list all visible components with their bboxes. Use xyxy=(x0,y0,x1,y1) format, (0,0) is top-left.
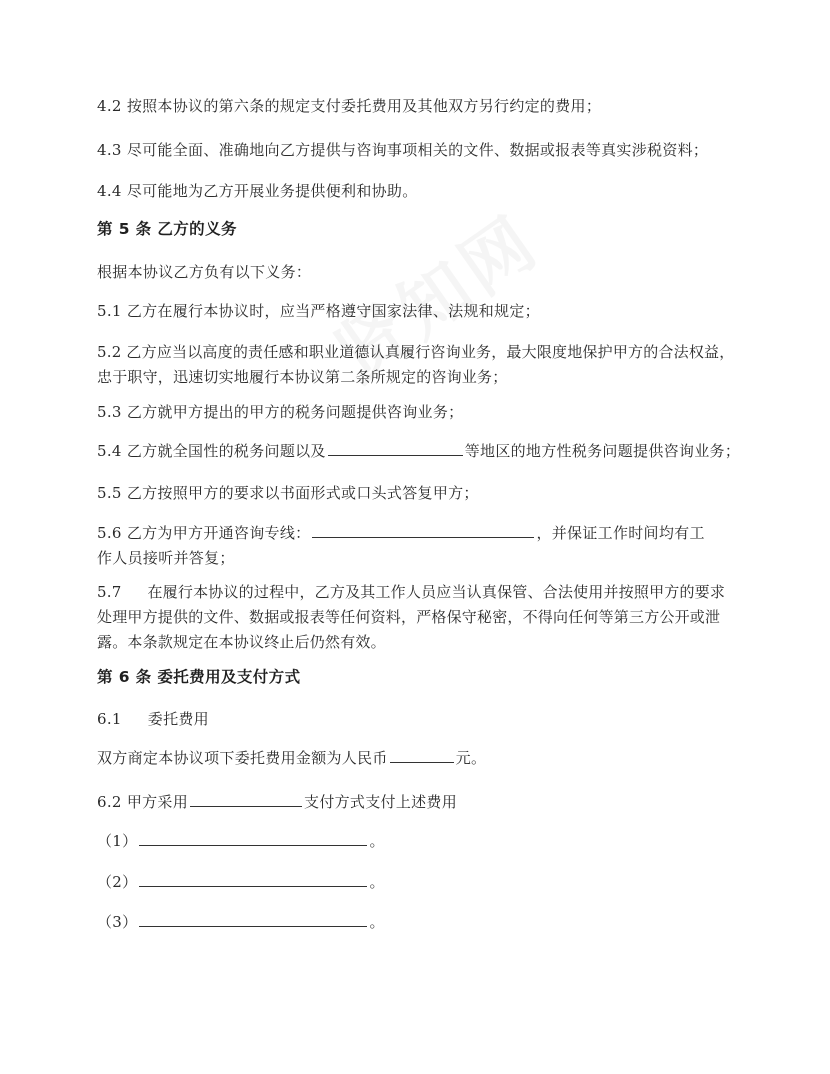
fee-amount-line xyxy=(97,746,747,771)
item-3-blank[interactable] xyxy=(139,910,367,927)
hotline-blank[interactable] xyxy=(312,521,534,538)
clause-5-6-text-b: ，并保证工作时间均有工 xyxy=(536,524,705,542)
clause-5-4 xyxy=(97,439,747,464)
clause-5-6-cont: 作人员接听并答复； xyxy=(97,549,235,567)
item-1-end: 。 xyxy=(369,832,385,850)
payment-item-3 xyxy=(97,910,747,935)
item-2-blank[interactable] xyxy=(139,870,367,887)
clause-5-2: 5.2 乙方应当以高度的责任感和职业道德认真履行咨询业务，最大限度地保护甲方的合法权益，忠于职守，迅速切实地履行本协议第二条所规定的咨询业务； xyxy=(97,343,735,386)
item-1-blank[interactable] xyxy=(139,829,367,846)
clause-6-2-text-b: 支付方式支付上述费用 xyxy=(304,793,458,811)
payment-item-2 xyxy=(97,870,747,895)
section-6-heading: 第 6 条 委托费用及支付方式 xyxy=(97,668,301,686)
section-5-heading: 第 5 条 乙方的义务 xyxy=(97,220,237,238)
clause-5-7-num: 5.7 xyxy=(97,583,122,601)
payment-method-blank[interactable] xyxy=(190,790,302,807)
clause-6-1-num: 6.1 xyxy=(97,710,122,728)
item-2-end: 。 xyxy=(369,873,385,891)
item-3-label: （3） xyxy=(97,913,138,931)
clause-5-6-text-a: 5.6 乙方为甲方开通咨询专线： xyxy=(97,524,311,542)
clause-5-7-text: 在履行本协议的过程中，乙方及其工作人员应当认真保管、合法使用并按照甲方的要求处理甲方提供的文件、数据或报表等任何资料，严格保守秘密，不得向任何等第三方公开或泄露。本条款规定在本协议终止后仍然有效。 xyxy=(97,583,726,651)
clause-4-2: 4.2 按照本协议的第六条的规定支付委托费用及其他双方另行约定的费用； xyxy=(97,97,602,115)
item-2-label: （2） xyxy=(97,873,138,891)
clause-6-2 xyxy=(97,790,747,815)
section-5-intro: 根据本协议乙方负有以下义务： xyxy=(97,263,312,281)
clause-6-1 xyxy=(97,707,747,732)
item-1-label: （1） xyxy=(97,832,138,850)
clause-4-4: 4.4 尽可能地为乙方开展业务提供便利和协助。 xyxy=(97,182,418,200)
fee-text-b: 元。 xyxy=(455,749,487,767)
clause-5-1: 5.1 乙方在履行本协议时，应当严格遵守国家法律、法规和规定； xyxy=(97,302,540,320)
fee-amount-blank[interactable] xyxy=(390,746,454,763)
fee-text-a: 双方商定本协议项下委托费用金额为人民币 xyxy=(97,749,388,767)
region-blank[interactable] xyxy=(328,439,463,456)
clause-5-5: 5.5 乙方按照甲方的要求以书面形式或口头式答复甲方； xyxy=(97,484,479,502)
clause-5-3: 5.3 乙方就甲方提出的甲方的税务问题提供咨询业务； xyxy=(97,403,464,421)
clause-5-4-text-a: 5.4 乙方就全国性的税务问题以及 xyxy=(97,442,326,460)
clause-5-6 xyxy=(97,521,747,546)
clause-5-7 xyxy=(97,580,737,655)
clause-6-2-text-a: 6.2 甲方采用 xyxy=(97,793,189,811)
clause-6-1-text: 委托费用 xyxy=(147,710,209,728)
item-3-end: 。 xyxy=(369,913,385,931)
clause-5-4-text-b: 等地区的地方性税务问题提供咨询业务； xyxy=(464,442,741,460)
clause-4-3: 4.3 尽可能全面、准确地向乙方提供与咨询事项相关的文件、数据或报表等真实涉税资料； xyxy=(97,141,709,159)
payment-item-1 xyxy=(97,829,747,854)
